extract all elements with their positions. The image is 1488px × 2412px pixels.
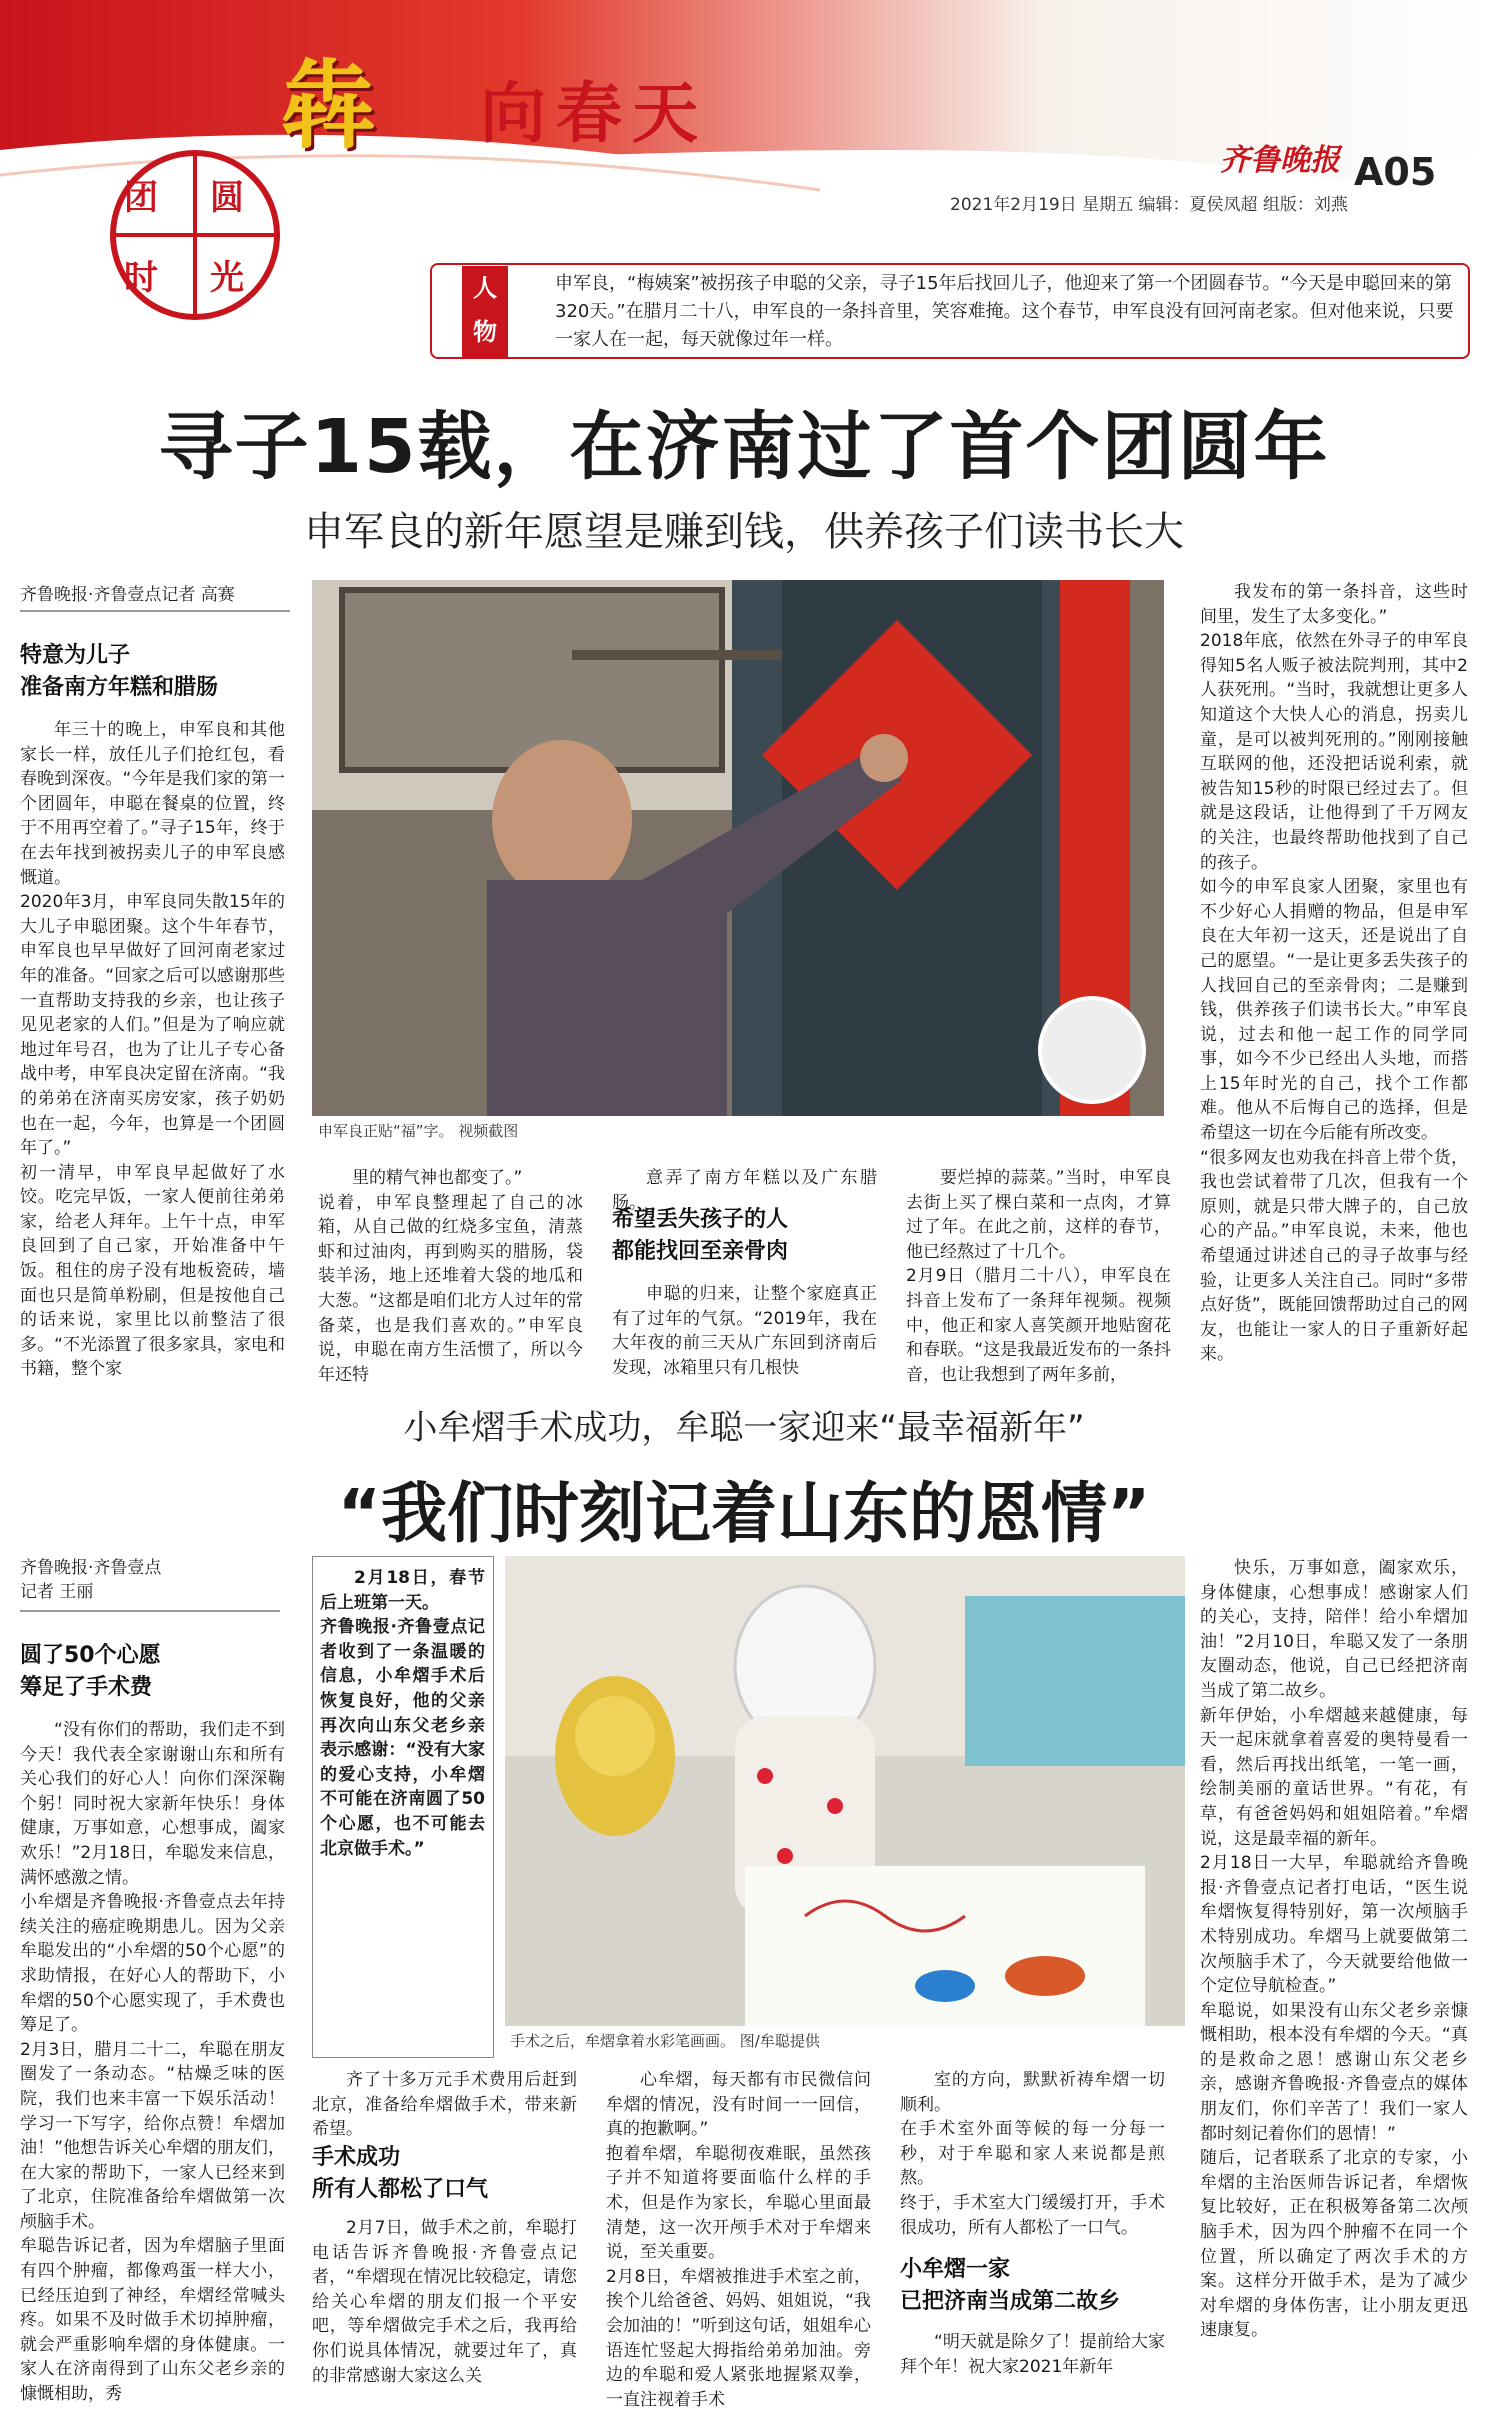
- story2-byline: 齐鲁晚报·齐鲁壹点 记者 王丽: [20, 1558, 162, 1602]
- byline-rule: [20, 610, 290, 612]
- newspaper-brand: 齐鲁晚报: [1220, 143, 1340, 178]
- person-tag: 人物: [462, 266, 508, 358]
- story2-section2-title: 手术成功 所有人都松了口气: [312, 2145, 489, 2202]
- page-meta: 2021年2月19日 星期五 编辑：夏侯凤超 组版：刘燕: [950, 195, 1348, 215]
- story1-section2-title: 希望丢失孩子的人 都能找回至亲骨肉: [612, 1207, 789, 1264]
- story2-col2: 齐了十多万元手术费用后赶到北京，准备给牟熠做手术，带来新希望。: [312, 2070, 577, 2140]
- story2-kicker: 小牟熠手术成功，牟聪一家迎来“最幸福新年”: [403, 1408, 1085, 1448]
- story2-col3: 心牟熠，每天都有市民微信问牟熠的情况，没有时间一一回信，真的抱歉啊。” 抱着牟熠，牟聪彻夜难眠，虽然孩子并不知道将要面临什么样的手术，但是作为家长，牟聪心里面最清楚，这一次开颅手术对于牟熠来说，至关重要。 2月8日，牟熠被推进手术室之前，挨个儿给爸爸、妈妈、姐姐说，“我会加油的！”听到这句话，姐姐牟心语连忙竖起大拇指给弟弟加油。旁边的牟聪和爱人紧张地握紧双拳，一直注视着手术: [606, 2070, 871, 2410]
- photo-fu-character: [312, 580, 1164, 1116]
- badge-char-3: 时: [124, 258, 158, 298]
- story2-col2b: 2月7日，做手术之前，牟聪打电话告诉齐鲁晚报·齐鲁壹点记者，“牟熠现在情况比较稳定，请您给关心牟熠的朋友们报一个平安吧，等牟熠做完手术之后，我再给你们说具体情况，就要过年了，真的非常感谢大家这么关: [312, 2218, 577, 2386]
- section-title-rest: 向春天: [480, 74, 708, 152]
- story2-headline: “我们时刻记着山东的恩情”: [337, 1475, 1151, 1552]
- story1-col2: 里的精气神也都变了。” 说着，申军良整理起了自己的冰箱，从自己做的红烧多宝鱼，清蒸虾和过油肉，再到购买的腊肠，袋装羊汤，地上还堆着大袋的地瓜和大葱。“这都是咱们北方人过年的常备菜，也是我们喜欢的。”申军良说，申聪在南方生活惯了，所以今年还特: [318, 1168, 583, 1385]
- story2-section1-title: 圆了50个心愿 筹足了手术费: [20, 1643, 161, 1700]
- story2-col4b: “明天就是除夕了！提前给大家拜个年！祝大家2021年新年: [900, 2332, 1165, 2377]
- story2-photo: [505, 1556, 1185, 2026]
- story1-col5: 我发布的第一条抖音，这些时间里，发生了太多变化。” 2018年底，依然在外寻子的申军良得知5名人贩子被法院判刑，其中2人获死刑。“当时，我就想让更多人知道这个大快人心的消息，拐卖儿童，是可以被判死刑的。”刚刚接触互联网的他，还没把话说利索，就被告知15秒的时限已经过去了。但就是这段话，让他得到了千万网友的关注，也最终帮助他找到了自己的孩子。 如今的申军良家人团聚，家里也有不少好心人捐赠的物品，但是申军良在大年初一这天，还是说出了自己的愿望。“一是让更多丢失孩子的人找回自己的至亲骨肉；二是赚到钱，供养孩子们读书长大。”申军良说，过去和他一起工作的同学同事，如今不少已经出人头地，而搭上15年时光的自己，找个工作都难。他从不后悔自己的选择，但是希望这一切在今后能有所改变。 “很多网友也劝我在抖音上带个货，我也尝试着带了几次，但我有一个原则，就是只带大牌子的，自己放心的产品。”申军良说，未来，他也希望通过讲述自己的寻子故事与经验，让更多人关注自己。同时“多带点好货”，既能回馈帮助过自己的网友，也能让一家人的日子重新好起来。: [1200, 582, 1468, 1365]
- story1-section1-title: 特意为儿子 准备南方年糕和腊肠: [20, 643, 219, 700]
- story1-photo-caption: 申军良正贴“福”字。 视频截图: [318, 1122, 519, 1140]
- story2-intro: 2月18日，春节后上班第一天。 齐鲁晚报·齐鲁壹点记者收到了一条温暖的信息，小牟熠手术后恢复良好，他的父亲再次向山东父老乡亲表示感谢：“没有大家的爱心支持，小牟熠不可能在济南圆了50个心愿，也不可能去北京做手术。”: [320, 1568, 485, 1859]
- story1-col4: 要烂掉的蒜菜。”当时，申军良去街上买了棵白菜和一点肉，才算过了年。在此之前，这样的春节，他已经熬过了十几个。 2月9日（腊月二十八），申军良在抖音上发布了一条拜年视频。视频中，他正和家人喜笑颜开地贴窗花和春联。“这是我最近发布的一条抖音，也让我想到了两年多前，: [906, 1168, 1171, 1385]
- story2-photo-caption: 手术之后，牟熠拿着水彩笔画画。 图/牟聪提供: [510, 2032, 820, 2050]
- photo-child-drawing: [505, 1556, 1185, 2026]
- story1-headline: 寻子15载，在济南过了首个团圆年: [158, 404, 1330, 490]
- story2-col1: “没有你们的帮助，我们走不到今天！我代表全家谢谢山东和所有关心我们的好心人！向你们深深鞠个躬！同时祝大家新年快乐！身体健康，万事如意，心想事成，阖家欢乐！”2月18日，牟聪发来信息，满怀感激之情。 小牟熠是齐鲁晚报·齐鲁壹点去年持续关注的癌症晚期患儿。因为父亲牟聪发出的“小牟熠的50个心愿”的求助情报，在好心人的帮助下，小牟熠的50个心愿实现了，手术费也筹足了。 2月3日，腊月二十二，牟聪在朋友圈发了一条动态。“枯燥乏味的医院，我们也来丰富一下娱乐活动！学习一下写字，给你点赞！牟熠加油！”他想告诉关心牟熠的朋友们，在大家的帮助下，一家人已经来到了北京，住院准备给牟熠做第一次颅脑手术。 牟聪告诉记者，因为牟熠脑子里面有四个肿瘤，都像鸡蛋一样大小，已经压迫到了神经，牟熠经常喊头疼。如果不及时做手术切掉肿瘤，就会严重影响牟熠的身体健康。一家人在济南得到了山东父老乡亲的慷慨相助，秀: [20, 1720, 285, 2405]
- story2-col5: 快乐，万事如意，阖家欢乐，身体健康，心想事成！感谢家人们的关心，支持，陪伴！给小牟熠加油！”2月10日，牟聪又发了一条朋友圈动态，他说，自己已经把济南当成了第二故乡。 新年伊始，小牟熠越来越健康，每天一起床就拿着喜爱的奥特曼看一看，然后再找出纸笔，一笔一画，绘制美丽的童话世界。“有花，有草，有爸爸妈妈和姐姐陪着。”牟熠说，这是最幸福的新年。 2月18日一大早，牟聪就给齐鲁晚报·齐鲁壹点记者打电话，“医生说牟熠恢复得特别好，第一次颅脑手术特别成功。牟熠马上就要做第二次颅脑手术了，今天就要给他做一个定位导航检查。” 牟聪说，如果没有山东父老乡亲慷慨相助，根本没有牟熠的今天。“真的是救命之恩！感谢山东父老乡亲，感谢齐鲁晚报·齐鲁壹点的媒体朋友们，你们辛苦了！我们一家人都时刻记着你们的恩情！” 随后，记者联系了北京的专家，小牟熠的主治医师告诉记者，牟熠恢复比较好，正在积极筹备第二次颅脑手术，因为四个肿瘤不在同一个位置，所以确定了两次手术的方案。这样分开做手术，是为了减少对牟熠的身体伤害，让小朋友更迅速康复。: [1200, 1558, 1468, 2341]
- page-number: A05: [1354, 150, 1437, 194]
- story1-byline: 齐鲁晚报·齐鲁壹点记者 高赛: [20, 585, 235, 605]
- badge-char-4: 光: [210, 258, 244, 298]
- story2-section3-title: 小牟熠一家 已把济南当成第二故乡: [900, 2257, 1121, 2314]
- badge-char-1: 团: [124, 178, 158, 218]
- story1-photo: [312, 580, 1164, 1116]
- section-title-big: 犇: [280, 49, 382, 162]
- person-text: 申军良，“梅姨案”被拐孩子申聪的父亲，寻子15年后找回儿子，他迎来了第一个团圆春节。“今天是申聪回来的第320天。”在腊月二十八，申军良的一条抖音里，笑容难掩。这个春节，申军良没有回河南老家。但对他来说，只要一家人在一起，每天就像过年一样。: [555, 273, 1454, 350]
- badge-char-2: 圆: [210, 178, 244, 218]
- story1-col1: 年三十的晚上，申军良和其他家长一样，放任儿子们抢红包，看春晚到深夜。“今年是我们家的第一个团圆年，申聪在餐桌的位置，终于不用再空着了。”寻子15年，终于在去年找到被拐卖儿子的申军良感慨道。 2020年3月，申军良同失散15年的大儿子申聪团聚。这个牛年春节，申军良也早早做好了回河南老家过年的准备。“回家之后可以感谢那些一直帮助支持我的乡亲，也让孩子见见老家的人们。”但是为了响应就地过年号召，也为了让儿子专心备战中考，申军良决定留在济南。“我的弟弟在济南买房安家，孩子奶奶也在一起，今年，也算是一个团圆年了。” 初一清早，申军良早起做好了水饺。吃完早饭，一家人便前往弟弟家，给老人拜年。上午十点，申军良回到了自己家，开始准备中午饭。租住的房子没有地板瓷砖，墙面也只是简单粉刷，但是按他自己的话来说，家里比以前整洁了很多。“不光添置了很多家具，家电和书籍，整个家: [20, 720, 285, 1380]
- story2-byline-rule: [20, 1610, 280, 1612]
- badge-divider-h: [110, 233, 280, 237]
- story2-col4: 室的方向，默默祈祷牟熠一切顺利。 在手术室外面等候的每一分每一秒，对于牟聪和家人来说都是煎熬。 终于，手术室大门缓缓打开，手术很成功，所有人都松了一口气。: [900, 2070, 1165, 2238]
- story1-col3b: 申聪的归来，让整个家庭真正有了过年的气氛。“2019年，我在大年夜的前三天从广东回到济南后发现，冰箱里只有几根快: [612, 1284, 877, 1378]
- story1-col3: 意弄了南方年糕以及广东腊肠。: [612, 1168, 877, 1213]
- story1-subhead: 申军良的新年愿望是赚到钱，供养孩子们读书长大: [304, 509, 1184, 555]
